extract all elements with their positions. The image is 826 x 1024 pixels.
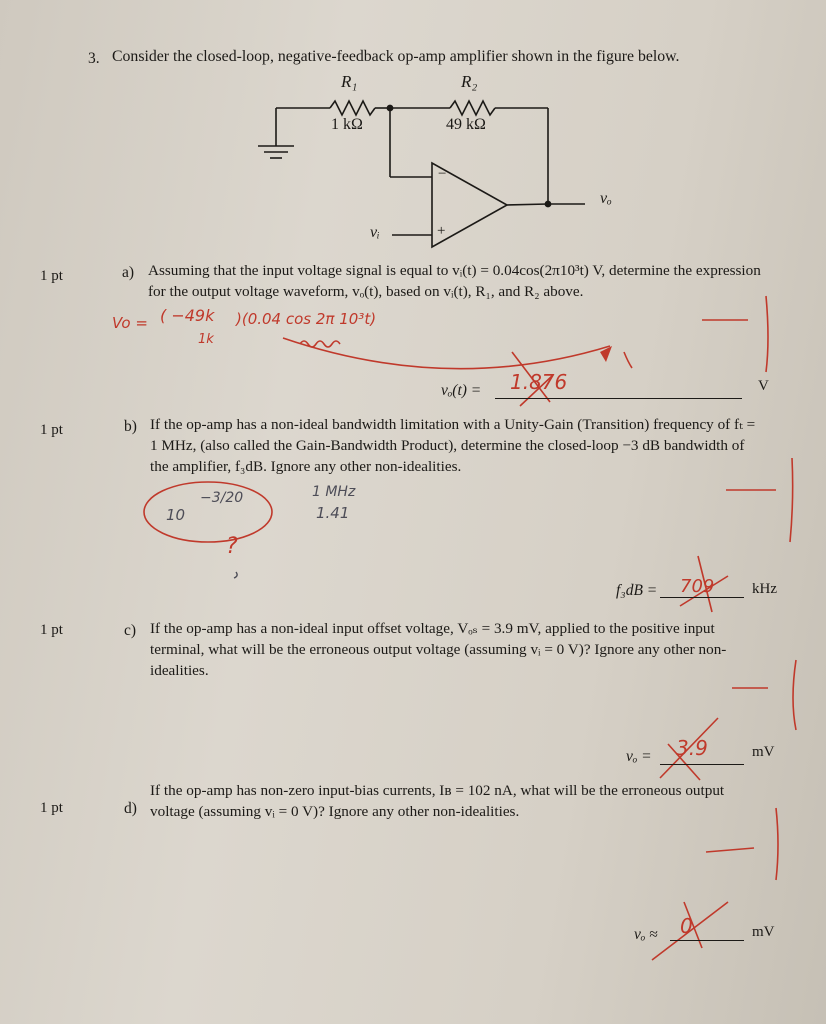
part-d-points: 1 pt: [40, 800, 63, 816]
part-a-points: 1 pt: [40, 268, 63, 284]
part-b-question: If the op-amp has a non-ideal bandwidth limitation with a Unity-Gain (Transition) frequency of fₜ = 1 MHz, (also called the Gain-Bandwidth Product), determine the closed-loop −3 dB bandwidth of the amplifier, f₃dB. Ignore any other non-idealities.: [150, 416, 756, 475]
part-b-unit: kHz: [752, 581, 777, 597]
r2-value-label: 49 kΩ: [446, 116, 486, 133]
input-voltage-label: vᵢ: [370, 224, 380, 241]
r2-name-label: R₂: [461, 72, 478, 91]
part-a-handwritten-answer: 1.876: [510, 370, 568, 394]
part-c-handwritten-answer: 3.9: [676, 736, 708, 760]
question-prompt: Consider the closed-loop, negative-feedback op-amp amplifier shown in the figure below.: [112, 48, 680, 65]
part-b-points: 1 pt: [40, 422, 63, 438]
part-a-unit: V: [758, 378, 769, 394]
part-a-work-numerator: ( −49k: [160, 306, 215, 325]
part-c-answer-line: [660, 764, 744, 765]
part-b-work-ft: 1 MHz: [312, 484, 356, 500]
part-c-question: If the op-amp has a non-ideal input offset voltage, Vₒₛ = 3.9 mV, applied to the positive input terminal, what will be the erroneous output voltage (assuming vᵢ = 0 V)? Ignore any other non-idealities.: [150, 620, 727, 679]
part-a-work-cos: )(0.04 cos 2π 10³t): [236, 310, 377, 328]
part-d-answer-line: [670, 940, 744, 941]
part-b-work-ratio: 1.41: [316, 504, 350, 522]
part-c-answer-prefix: vₒ =: [626, 748, 652, 765]
noninverting-input-sign: +: [437, 223, 446, 239]
part-a-label: a): [122, 264, 135, 281]
part-b-answer-line: [660, 597, 744, 598]
part-d-handwritten-answer: 0: [680, 914, 693, 938]
part-b-work-base: 10: [166, 506, 186, 524]
part-b-handwritten-answer: 709: [680, 576, 715, 597]
part-b-label: b): [124, 418, 137, 435]
output-voltage-label: vₒ: [600, 190, 612, 207]
part-a-answer-line: [495, 398, 742, 399]
part-a-work-denominator: 1k: [198, 332, 214, 347]
part-d-answer-prefix: vₒ ≈: [634, 926, 658, 943]
part-d-label: d): [124, 800, 137, 817]
part-c-label: c): [124, 622, 137, 639]
r1-value-label: 1 kΩ: [331, 116, 363, 133]
inverting-input-sign: −: [438, 166, 447, 182]
part-d-unit: mV: [752, 924, 775, 940]
part-c-unit: mV: [752, 744, 775, 760]
r1-name-label: R₁: [341, 72, 358, 91]
part-a-work-vo: Vo =: [112, 314, 148, 332]
part-a-question: Assuming that the input voltage signal is equal to vᵢ(t) = 0.04cos(2π10³t) V, determine the expression for the output voltage waveform, vₒ(t), based on vᵢ(t), R₁, and R₂ above.: [148, 262, 761, 300]
part-b-work-exponent: −3/20: [200, 490, 244, 506]
part-c-points: 1 pt: [40, 622, 63, 638]
question-number: 3.: [88, 50, 100, 67]
part-b-answer-prefix: f₃dB =: [616, 582, 658, 599]
part-b-question-mark: ?: [226, 534, 238, 559]
part-d-question: If the op-amp has non-zero input-bias currents, Iʙ = 102 nA, what will be the erroneous output voltage (assuming vᵢ = 0 V)? Ignore any other non-idealities.: [150, 782, 725, 820]
part-a-answer-prefix: vₒ(t) =: [441, 382, 482, 399]
